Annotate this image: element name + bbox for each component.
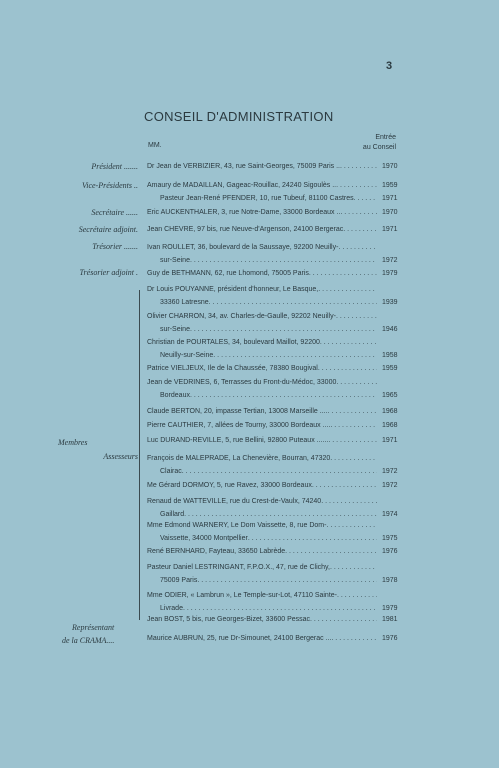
leader-dots	[343, 223, 377, 236]
role-crama: de la CRAMA....	[62, 636, 115, 645]
entry-line-1	[147, 179, 377, 192]
page-number: 3	[386, 60, 393, 72]
members-bracket	[139, 290, 144, 620]
leader-dots	[190, 389, 377, 402]
entry-line-1	[147, 336, 377, 349]
entry-text: Maurice AUBRUN, 25, rue Dr-Simounet, 24100 Bergerac ...	[147, 635, 332, 642]
member-entry	[147, 179, 377, 205]
entry-line-1	[147, 589, 377, 602]
member-entry	[147, 223, 377, 236]
entry-text: Jean de VEDRINES, 6, Terrasses du Front-du-Médoc, 33000	[147, 379, 337, 386]
header-entree	[363, 133, 396, 153]
entry-text: Gaillard	[160, 511, 185, 518]
leader-dots	[320, 336, 377, 349]
leader-dots	[209, 296, 377, 309]
member-entry	[147, 336, 377, 362]
leader-dots	[248, 532, 377, 545]
role-president: Président .......	[91, 162, 138, 171]
entry-text: Pasteur Jean-René PFENDER, 10, rue Tubeuf, 81100 Castres	[160, 195, 354, 202]
leader-dots	[336, 376, 377, 389]
entry-text: Claude BERTON, 20, impasse Tertian, 13008 Marseille ....	[147, 408, 328, 415]
leader-dots	[190, 323, 377, 336]
leader-dots	[285, 545, 377, 558]
entry-year: 1976	[382, 548, 398, 555]
member-entry	[147, 434, 377, 447]
entry-text: Vaissette, 34000 Montpellier	[160, 535, 248, 542]
entry-text: Renaud de WATTEVILLE, rue du Crest-de-Vaulx, 74240	[147, 498, 322, 505]
entry-line-1	[147, 495, 377, 508]
entry-line-1	[147, 310, 377, 323]
header-entree-label: Entrée	[375, 134, 396, 141]
entry-text: Jean BOST, 5 bis, rue Georges-Bizet, 33600 Pessac	[147, 616, 311, 623]
entry-text: Pierre CAUTHIER, 7, allées de Tourny, 33000 Bordeaux ....	[147, 422, 331, 429]
entry-line-2	[147, 574, 377, 587]
page-title: CONSEIL D'ADMINISTRATION	[144, 109, 334, 124]
leader-dots	[309, 267, 377, 280]
leader-dots	[312, 479, 377, 492]
entry-line-1	[147, 376, 377, 389]
leader-dots	[340, 160, 377, 173]
role-representant: Représentant	[72, 623, 115, 632]
entry-text: Ivan ROULLET, 36, boulevard de la Saussaye, 92200 Neuilly-	[147, 244, 339, 251]
member-entry	[147, 362, 377, 375]
entry-line-1	[147, 405, 377, 418]
leader-dots	[336, 310, 377, 323]
entry-year: 1939	[382, 299, 398, 306]
entry-text: Mme ODIER, « Lambrun », Le Temple-sur-Lot, 47110 Sainte-	[147, 592, 337, 599]
member-entry	[147, 632, 377, 645]
entry-year: 1979	[382, 605, 398, 612]
entry-text: Clairac	[160, 468, 182, 475]
role-tresorier-adjoint: Trésorier adjoint .	[79, 268, 138, 277]
leader-dots	[330, 452, 377, 465]
leader-dots	[336, 179, 377, 192]
entry-text: Olivier CHARRON, 34, av. Charles-de-Gaulle, 92202 Neuilly-	[147, 313, 336, 320]
leader-dots	[318, 283, 377, 296]
leader-dots	[318, 362, 377, 375]
entry-year: 1970	[382, 209, 398, 216]
entry-text: Jean CHEVRE, 97 bis, rue Neuve-d'Argenson, 24100 Bergerac	[147, 226, 344, 233]
leader-dots	[182, 465, 377, 478]
entry-text: Me Gérard DORMOY, 5, rue Ravez, 33000 Bordeaux	[147, 482, 312, 489]
entry-line-1	[147, 223, 377, 236]
entry-text: Pasteur Daniel LESTRINGANT, F.P.O.X., 47, rue de Clichy,	[147, 564, 330, 571]
entry-line-1	[147, 283, 377, 296]
leader-dots	[330, 419, 377, 432]
entry-year: 1959	[382, 182, 398, 189]
entry-line-1	[147, 241, 377, 254]
leader-dots	[213, 349, 377, 362]
header-mm: MM.	[148, 142, 162, 149]
entry-text: 75009 Paris	[160, 577, 198, 584]
entry-line-2	[147, 532, 377, 545]
entry-year: 1978	[382, 577, 398, 584]
entry-year: 1972	[382, 482, 398, 489]
role-tresorier: Trésorier .......	[92, 242, 138, 251]
leader-dots	[338, 241, 377, 254]
entry-text: Luc DURAND-REVILLE, 5, rue Bellini, 92800 Puteaux ......	[147, 437, 329, 444]
role-membres: Membres	[58, 438, 88, 447]
entry-line-2	[147, 192, 377, 205]
entry-line-2	[147, 349, 377, 362]
leader-dots	[321, 495, 377, 508]
entry-line-1	[147, 545, 377, 558]
entry-line-2	[147, 389, 377, 402]
entry-year: 1968	[382, 408, 398, 415]
member-entry	[147, 206, 377, 219]
entry-text: Guy de BETHMANN, 62, rue Lhomond, 75005 Paris	[147, 270, 309, 277]
member-entry	[147, 405, 377, 418]
role-secretaire: Secrétaire ......	[91, 208, 138, 217]
entry-text: Livrade	[160, 605, 183, 612]
entry-year: 1971	[382, 437, 398, 444]
entry-line-2	[147, 296, 377, 309]
entry-year: 1979	[382, 270, 398, 277]
entry-year: 1971	[382, 195, 398, 202]
member-entry	[147, 376, 377, 402]
member-entry	[147, 545, 377, 558]
entry-line-1	[147, 452, 377, 465]
entry-line-1	[147, 479, 377, 492]
role-vice-presidents: Vice-Présidents ..	[81, 181, 138, 190]
member-entry	[147, 613, 377, 626]
member-entry	[147, 495, 377, 521]
member-entry	[147, 160, 377, 173]
role-assesseurs: Assesseurs	[103, 452, 138, 461]
entry-line-1	[147, 561, 377, 574]
member-entry	[147, 561, 377, 587]
entry-text: 33360 Latresne	[160, 299, 209, 306]
header-conseil-label: au Conseil	[362, 144, 396, 151]
entry-text: Amaury de MADAILLAN, Gageac-Rouillac, 24240 Sigoulès ..	[147, 182, 337, 189]
leader-dots	[197, 574, 377, 587]
entry-text: sur-Seine	[160, 326, 190, 333]
leader-dots	[331, 632, 377, 645]
entry-line-1	[147, 632, 377, 645]
entry-line-2	[147, 465, 377, 478]
entry-line-1	[147, 206, 377, 219]
entry-line-1	[147, 362, 377, 375]
entry-year: 1958	[382, 352, 398, 359]
member-entry	[147, 283, 377, 309]
leader-dots	[326, 519, 377, 532]
entry-year: 1974	[382, 511, 398, 518]
entry-text: Eric AUCKENTHALER, 3, rue Notre-Dame, 33000 Bordeaux ..	[147, 209, 341, 216]
entry-text: Christian de POURTALES, 34, boulevard Maillot, 92200	[147, 339, 320, 346]
leader-dots	[310, 613, 377, 626]
role-secretaire-adjoint: Secrétaire adjoint.	[78, 225, 138, 234]
entry-year: 1972	[382, 257, 398, 264]
entry-line-2	[147, 254, 377, 267]
member-entry	[147, 419, 377, 432]
entry-year: 1975	[382, 535, 398, 542]
entry-year: 1976	[382, 635, 398, 642]
entry-line-2	[147, 323, 377, 336]
entry-line-1	[147, 519, 377, 532]
member-entry	[147, 519, 377, 545]
entry-line-1	[147, 160, 377, 173]
leader-dots	[340, 206, 377, 219]
entry-text: Mme Edmond WARNERY, Le Dom Vaissette, 8, rue Dom-	[147, 522, 327, 529]
entry-text: François de MALEPRADE, La Chenevière, Bourran, 47320	[147, 455, 331, 462]
member-entry	[147, 241, 377, 267]
leader-dots	[330, 561, 377, 574]
member-entry	[147, 310, 377, 336]
member-entry	[147, 452, 377, 478]
entry-year: 1965	[382, 392, 398, 399]
entry-year: 1959	[382, 365, 398, 372]
member-entry	[147, 589, 377, 615]
member-entry	[147, 267, 377, 280]
entry-text: René BERNHARD, Fayteau, 33650 Labrède	[147, 548, 286, 555]
entry-line-1	[147, 419, 377, 432]
entry-line-1	[147, 267, 377, 280]
leader-dots	[190, 254, 377, 267]
entry-line-1	[147, 434, 377, 447]
leader-dots	[328, 434, 377, 447]
entry-line-1	[147, 613, 377, 626]
entry-text: Dr Louis POUYANNE, président d'honneur, Le Basque,	[147, 286, 319, 293]
entry-year: 1971	[382, 226, 398, 233]
entry-text: Neuilly-sur-Seine	[160, 352, 214, 359]
entry-year: 1968	[382, 422, 398, 429]
entry-text: Bordeaux	[160, 392, 190, 399]
entry-text: Patrice VIELJEUX, Ile de la Chaussée, 78380 Bougival	[147, 365, 318, 372]
leader-dots	[328, 405, 377, 418]
entry-year: 1981	[382, 616, 398, 623]
entry-year: 1972	[382, 468, 398, 475]
leader-dots	[354, 192, 377, 205]
member-entry	[147, 479, 377, 492]
entry-year: 1946	[382, 326, 398, 333]
entry-text: Dr Jean de VERBIZIER, 43, rue Saint-Georges, 75009 Paris ..	[147, 163, 340, 170]
leader-dots	[337, 589, 377, 602]
entry-text: sur-Seine	[160, 257, 190, 264]
entry-year: 1970	[382, 163, 398, 170]
